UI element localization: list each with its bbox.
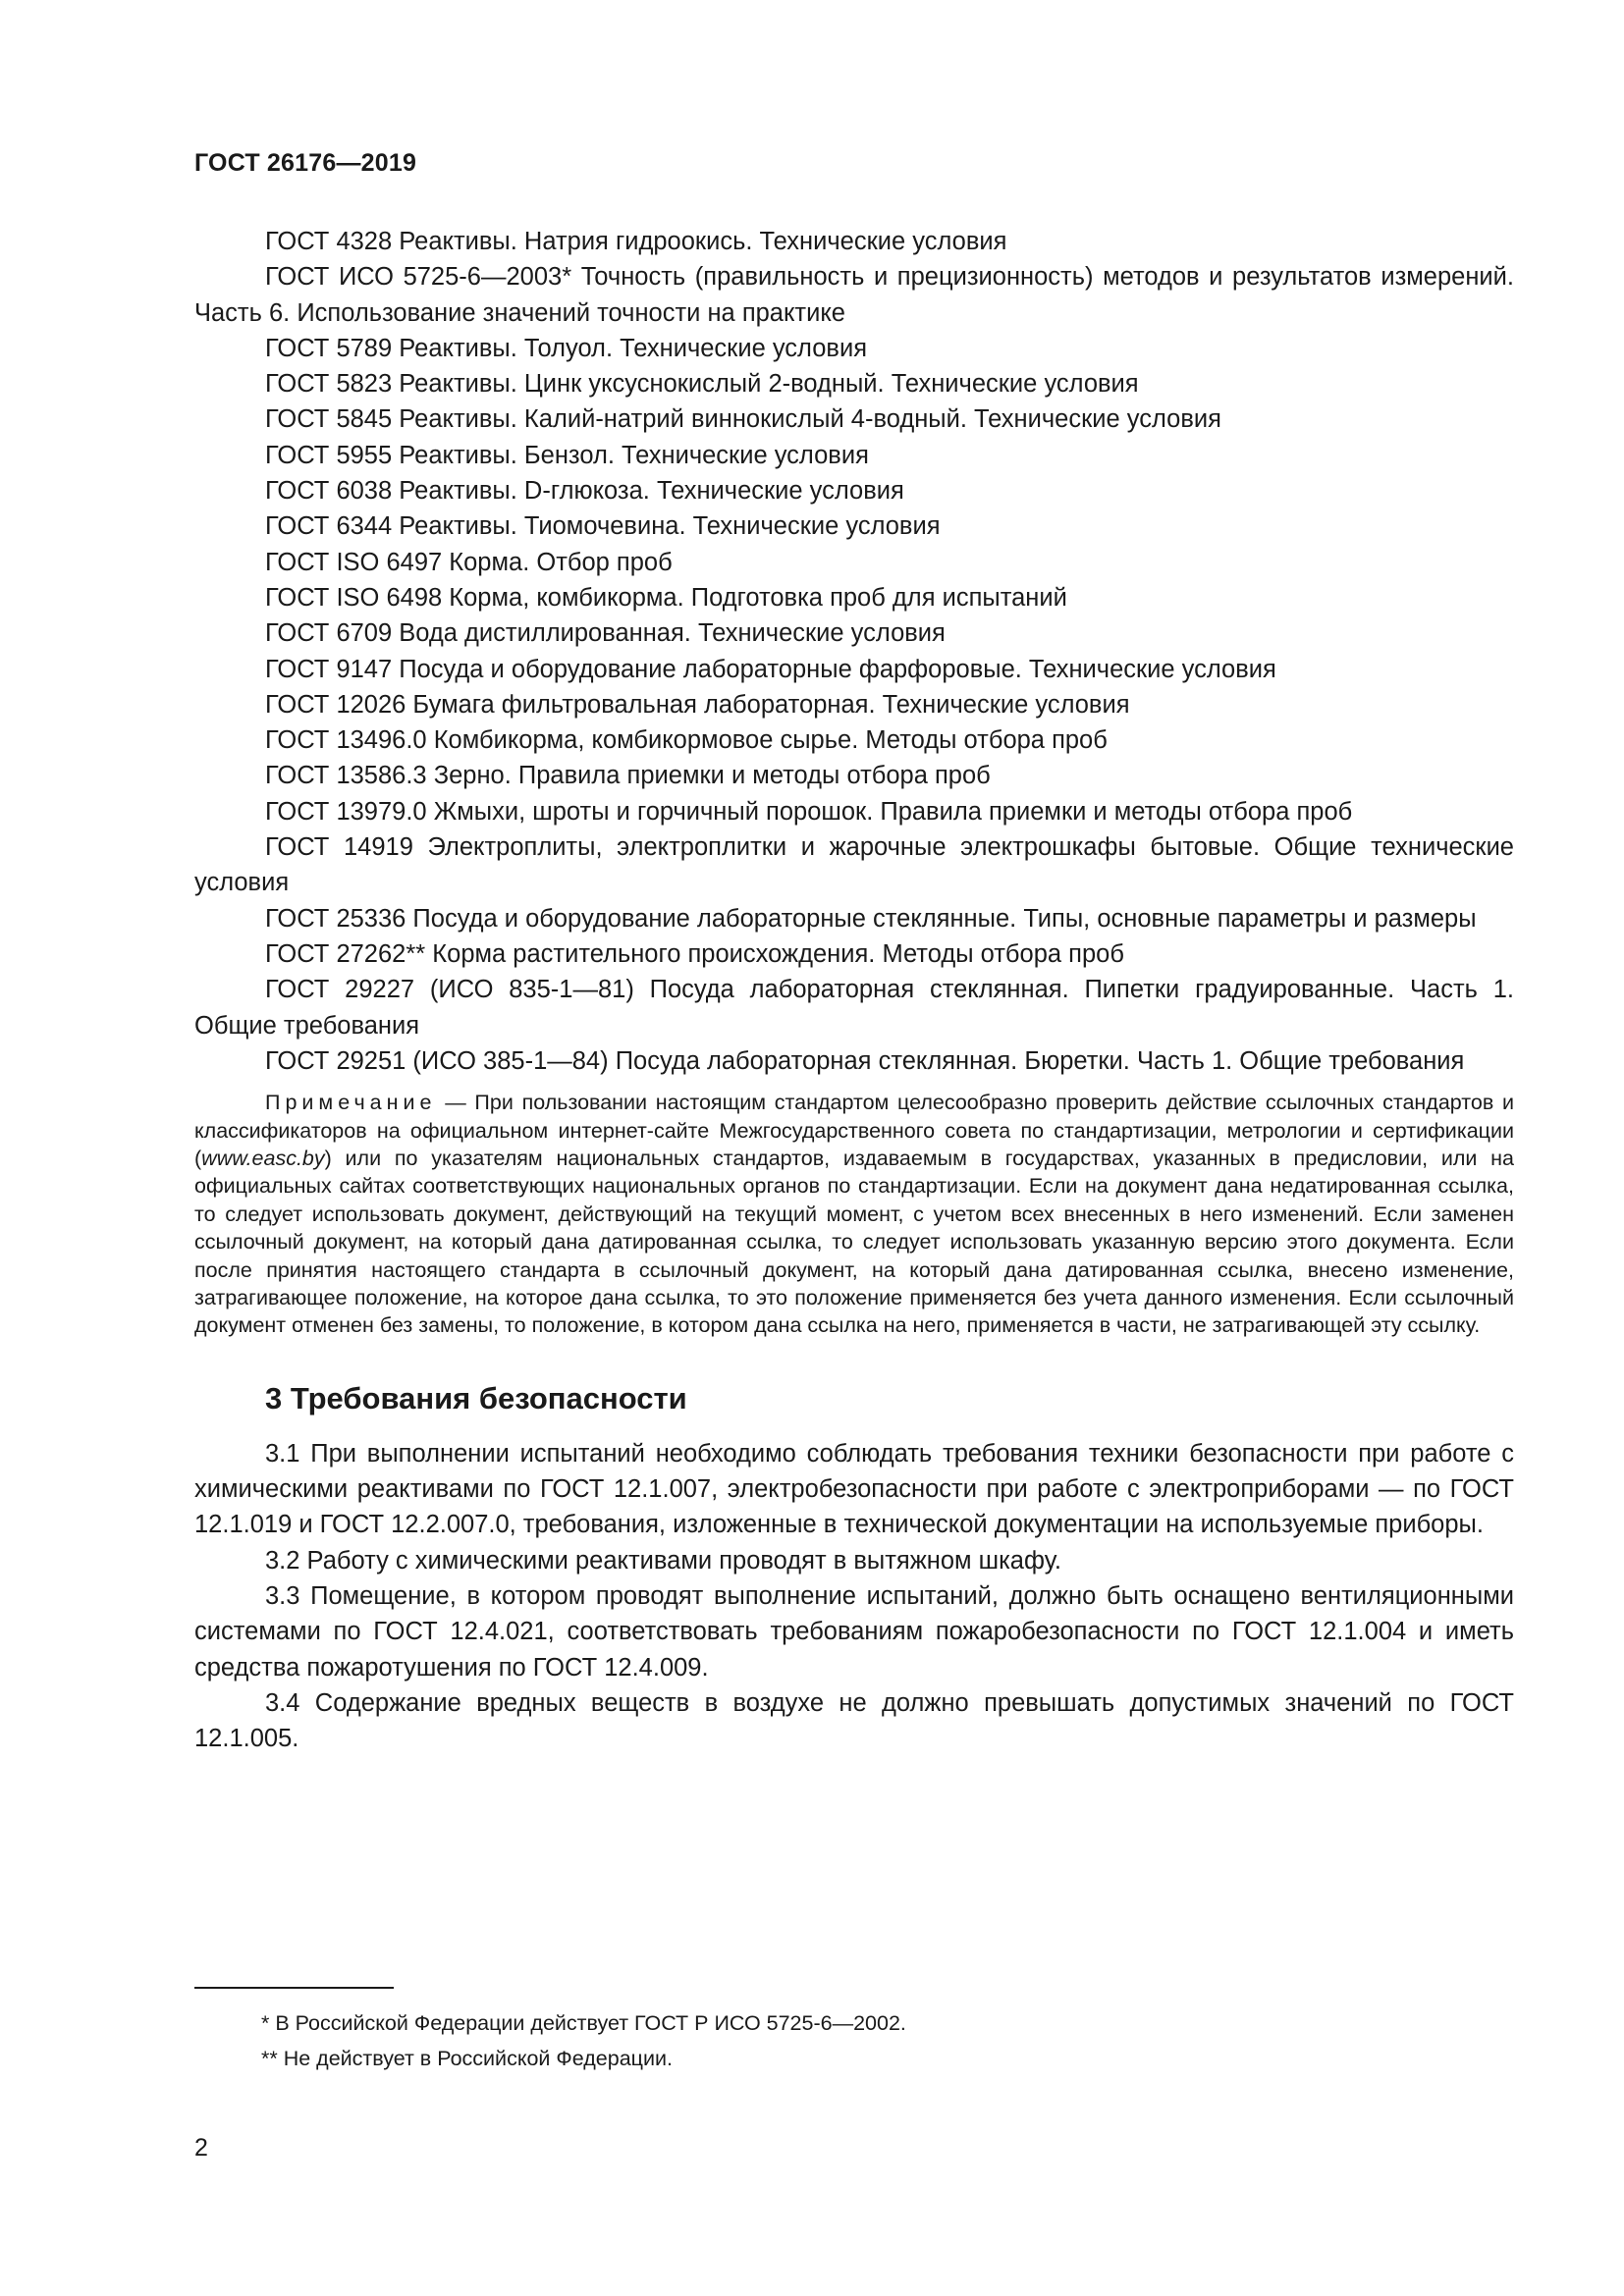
- reference-item: ГОСТ 6709 Вода дистиллированная. Технические условия: [265, 619, 946, 648]
- reference-item: ГОСТ 12026 Бумага фильтровальная лабораторная. Технические условия: [265, 690, 1130, 719]
- reference-item: ГОСТ 5789 Реактивы. Толуол. Технические условия: [265, 334, 867, 362]
- normative-references-list: [194, 224, 1514, 1079]
- reference-item: ГОСТ 5955 Реактивы. Бензол. Технические условия: [265, 441, 869, 469]
- section-paragraph: 3.1 При выполнении испытаний необходимо соблюдать требования техники безопасности при работе с химическими реактивами по ГОСТ 12.1.007, электробезопасности при работе с электроприборами — по ГОСТ 12.1.019 и ГОСТ 12.2.007.0, требования, изложенные в технической документации на используемые приборы.: [194, 1439, 1514, 1539]
- section-3-content: [194, 1436, 1514, 1757]
- standard-code-header: ГОСТ 26176—2019: [194, 149, 417, 177]
- note-label: Примечание: [265, 1091, 437, 1115]
- section-paragraph: 3.3 Помещение, в котором проводят выполнение испытаний, должно быть оснащено вентиляционными системами по ГОСТ 12.4.021, соответствовать требованиям пожаробезопасности по ГОСТ 12.1.004 и иметь средства пожаротушения по ГОСТ 12.4.009.: [194, 1581, 1514, 1682]
- page-number: 2: [194, 2134, 208, 2162]
- note-text-before: — При пользовании настоящим стандартом целесообразно проверить действие ссылочных стандартов и классификаторов на официальном интернет-сайте Межгосударственного совета по стандартизации, метрологии и сертификации (: [194, 1091, 1514, 1170]
- document-body: [194, 224, 1514, 1756]
- reference-item: ГОСТ 29251 (ИСО 385-1—84) Посуда лабораторная стеклянная. Бюретки. Часть 1. Общие требования: [265, 1046, 1465, 1075]
- reference-item: ГОСТ 13979.0 Жмыхи, шроты и горчичный порошок. Правила приемки и методы отбора проб: [265, 797, 1353, 826]
- reference-item: ГОСТ 4328 Реактивы. Натрия гидроокись. Технические условия: [265, 228, 1007, 255]
- reference-item: ГОСТ 27262** Корма растительного происхождения. Методы отбора проб: [265, 939, 1124, 968]
- footnote-item: * В Российской Федерации действует ГОСТ Р ИСО 5725-6—2002.: [261, 2011, 906, 2035]
- reference-item: ГОСТ 6344 Реактивы. Тиомочевина. Технические условия: [265, 512, 941, 541]
- reference-item: ГОСТ 13496.0 Комбикорма, комбикормовое сырье. Методы отбора проб: [265, 726, 1108, 755]
- reference-item: ГОСТ ИСО 5725-6—2003* Точность (правильность и прецизионность) методов и результатов измерений. Часть 6. Использование значений точности на практике: [194, 263, 1514, 327]
- reference-item: ГОСТ 29227 (ИСО 835-1—81) Посуда лабораторная стеклянная. Пипетки градуированные. Часть 1. Общие требования: [194, 976, 1514, 1040]
- reference-item: ГОСТ 6038 Реактивы. D-глюкоза. Технические условия: [265, 477, 904, 506]
- reference-item: ГОСТ 14919 Электроплиты, электроплитки и жарочные электрошкафы бытовые. Общие технические условия: [194, 833, 1514, 897]
- footnote-item: ** Не действует в Российской Федерации.: [261, 2047, 673, 2070]
- section-paragraph: 3.2 Работу с химическими реактивами проводят в вытяжном шкафу.: [265, 1546, 1061, 1575]
- reference-item: ГОСТ 5823 Реактивы. Цинк уксуснокислый 2-водный. Технические условия: [265, 370, 1139, 399]
- section-paragraph: 3.4 Содержание вредных веществ в воздухе не должно превышать допустимых значений по ГОСТ 12.1.005.: [194, 1688, 1514, 1753]
- reference-item: ГОСТ 9147 Посуда и оборудование лабораторные фарфоровые. Технические условия: [265, 655, 1276, 683]
- section-title: 3 Требования безопасности: [265, 1380, 687, 1415]
- footnotes: [194, 2005, 1514, 2076]
- note-paragraph: [194, 1089, 1514, 1340]
- reference-item: ГОСТ 13586.3 Зерно. Правила приемки и методы отбора проб: [265, 762, 991, 790]
- reference-item: ГОСТ ISO 6497 Корма. Отбор проб: [265, 548, 673, 576]
- website-link[interactable]: www.easc.by: [201, 1146, 325, 1170]
- reference-item: ГОСТ 25336 Посуда и оборудование лабораторные стеклянные. Типы, основные параметры и размеры: [265, 904, 1477, 933]
- footnote-divider: [194, 1987, 394, 1989]
- note-text-after: ) или по указателям национальных стандартов, издаваемым в государствах, указанных в предисловии, или на официальных сайтах соответствующих национальных органов по стандартизации. Если на документ дана недатированная ссылка, то следует использовать документ, действующий на текущий момент, с учетом всех внесенных в него изменений. Если заменен ссылочный документ, на который дана датированная ссылка, то следует использовать указанную версию этого документа. Если после принятия настоящего стандарта в ссылочный документ, на который дана датированная ссылка, внесено изменение, затрагивающее положение, на которое дана ссылка, то это положение применяется без учета данного изменения. Если ссылочный документ отменен без замены, то положение, в котором дана ссылка на него, применяется в части, не затрагивающей эту ссылку.: [194, 1146, 1514, 1338]
- reference-item: ГОСТ ISO 6498 Корма, комбикорма. Подготовка проб для испытаний: [265, 583, 1067, 612]
- reference-item: ГОСТ 5845 Реактивы. Калий-натрий виннокислый 4-водный. Технические условия: [265, 405, 1221, 434]
